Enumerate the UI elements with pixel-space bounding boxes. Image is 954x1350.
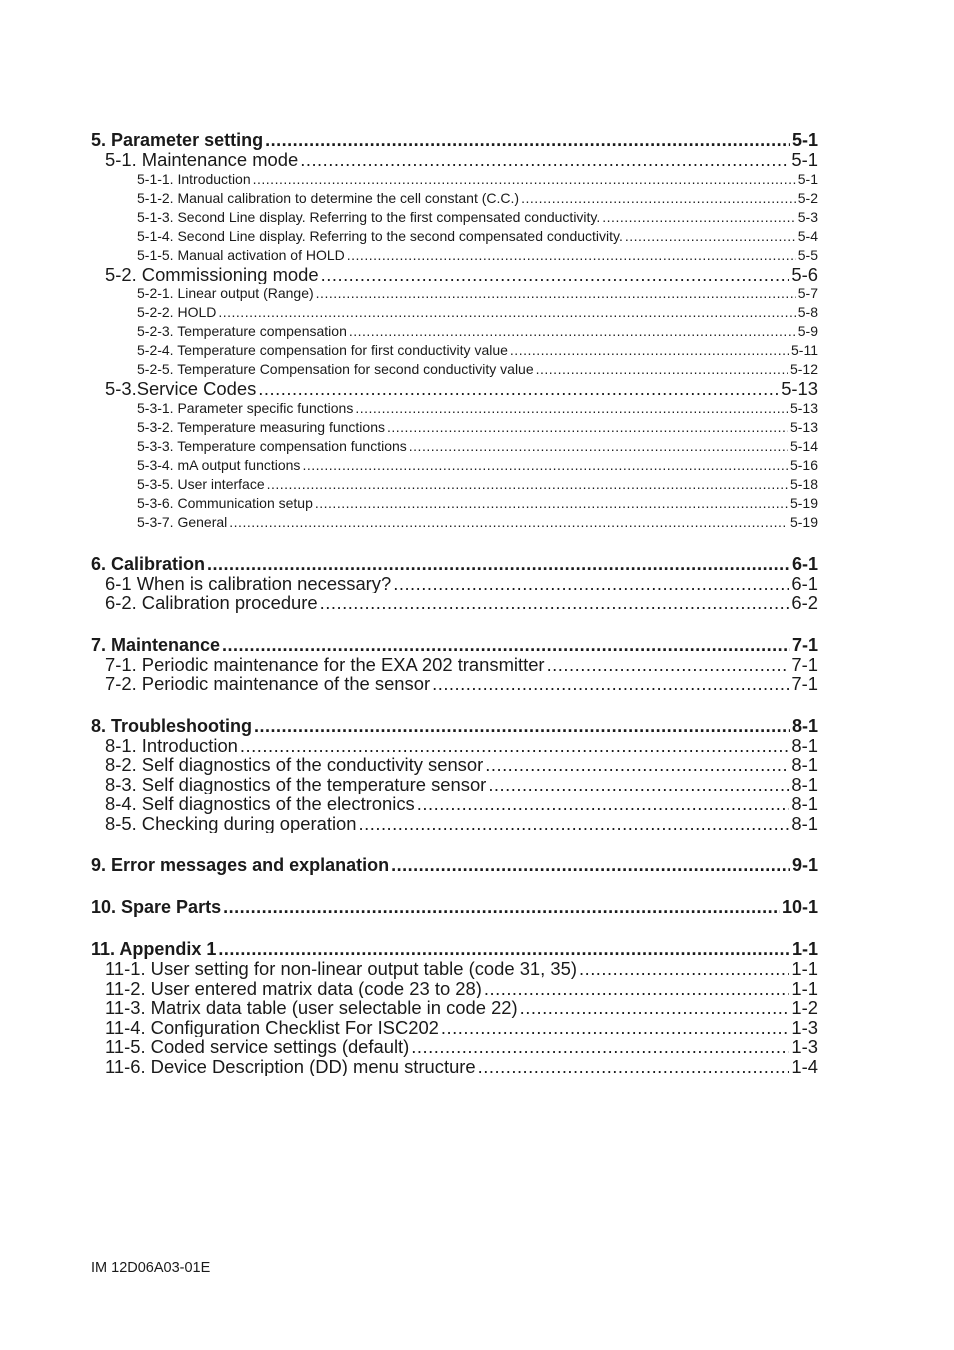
toc-entry-page: 5-13	[781, 379, 818, 399]
toc-entry-page: 5-14	[789, 437, 818, 454]
toc-dot-leader	[393, 574, 789, 594]
toc-entry-title: 8-2. Self diagnostics of the conductivity sensor	[105, 755, 484, 775]
toc-section-entry	[91, 1057, 818, 1077]
toc-entry-page: 8-1	[791, 715, 818, 736]
toc-subsection-entry	[91, 437, 818, 456]
toc-entry-page: 5-13	[789, 418, 818, 435]
toc-chapter-entry	[91, 554, 818, 574]
toc-entry-title: 5-2-5. Temperature Compensation for second conductivity value	[137, 361, 534, 377]
toc-entry-title: 5-2-3. Temperature compensation	[137, 323, 347, 339]
toc-entry-title: 5-3-6. Communication setup	[137, 494, 313, 511]
toc-entry-title: 11-4. Configuration Checklist For ISC202	[105, 1017, 439, 1037]
toc-entry-title: 5-2. Commissioning mode	[105, 264, 319, 284]
toc-entry-title: 5-2-4. Temperature compensation for first conductivity value	[137, 342, 508, 358]
toc-entry-page: 5-12	[789, 361, 818, 377]
toc-entry-title: 11-6. Device Description (DD) menu structure	[105, 1056, 476, 1076]
toc-subsection-entry	[91, 399, 818, 418]
toc-entry-title: 5-1-5. Manual activation of HOLD	[137, 246, 345, 263]
toc-section-entry	[91, 1018, 818, 1038]
toc-dot-leader	[254, 716, 790, 736]
toc-entry-page: 1-1	[791, 959, 818, 979]
toc-entry-title: 5-2-2. HOLD	[137, 304, 217, 320]
toc-section-entry	[91, 150, 818, 170]
toc-entry-page: 5-11	[791, 342, 818, 358]
toc-entry-page: 5-6	[791, 264, 818, 284]
toc-dot-leader	[488, 775, 789, 795]
toc-entry-title: 5. Parameter setting	[91, 130, 264, 150]
toc-entry-page: 5-19	[789, 494, 818, 511]
toc-entry-page: 1-3	[791, 1017, 818, 1037]
toc-subsection-entry	[91, 494, 818, 513]
toc-dot-leader	[300, 150, 789, 170]
toc-section-entry	[91, 265, 818, 285]
toc-section-entry	[91, 674, 818, 694]
toc-entry-title: 6-2. Calibration procedure	[105, 593, 318, 613]
toc-dot-leader	[547, 655, 790, 675]
toc-entry-title: 5-1-3. Second Line display. Referring to the first compensated conductivity.	[137, 208, 601, 225]
toc-dot-leader	[484, 979, 790, 999]
toc-chapter-entry	[91, 716, 818, 736]
toc-entry-title: 8-3. Self diagnostics of the temperature sensor	[105, 774, 487, 794]
toc-dot-leader	[222, 635, 790, 655]
toc-entry-page: 1-1	[791, 939, 818, 959]
toc-entry-page: 5-16	[789, 456, 818, 473]
toc-dot-leader	[223, 897, 780, 917]
toc-section-entry	[91, 979, 818, 999]
toc-entry-page: 5-1	[791, 130, 818, 150]
toc-subsection-entry	[91, 322, 818, 341]
toc-entry-title: 5-3.Service Codes	[105, 379, 257, 399]
toc-entry-title: 6-1 When is calibration necessary?	[105, 573, 392, 593]
toc-dot-leader	[253, 170, 796, 189]
toc-chapter-entry	[91, 897, 818, 917]
toc-entry-title: 8. Troubleshooting	[91, 715, 252, 736]
toc-chapter-entry	[91, 130, 818, 150]
toc-dot-leader	[359, 814, 790, 834]
toc-section-entry	[91, 959, 818, 979]
toc-dot-leader	[521, 189, 796, 208]
toc-entry-title: 8-4. Self diagnostics of the electronics	[105, 794, 415, 814]
toc-dot-leader	[432, 674, 789, 694]
toc-entry-title: 5-3-5. User interface	[137, 475, 265, 492]
toc-entry-title: 5-3-2. Temperature measuring functions	[137, 418, 385, 435]
toc-entry-page: 8-1	[791, 774, 818, 794]
toc-section-entry	[91, 655, 818, 675]
toc-entry-page: 5-1	[791, 150, 818, 170]
toc-dot-leader	[218, 303, 795, 322]
toc-entry-page: 5-13	[789, 399, 818, 416]
toc-subsection-entry	[91, 456, 818, 475]
toc-section-entry	[91, 593, 818, 613]
toc-dot-leader	[207, 554, 790, 574]
toc-entry-title: 8-5. Checking during operation	[105, 813, 357, 833]
toc-entry-page: 1-2	[791, 998, 818, 1018]
toc-dot-leader	[315, 494, 788, 513]
toc-entry-page: 8-1	[791, 794, 818, 814]
toc-dot-leader	[510, 341, 789, 360]
toc-entry-page: 5-1	[797, 170, 818, 187]
toc-subsection-entry	[91, 341, 818, 360]
toc-entry-page: 6-1	[791, 573, 818, 593]
toc-entry-page: 7-1	[791, 634, 818, 655]
toc-dot-leader	[320, 593, 790, 613]
toc-section-entry	[91, 998, 818, 1018]
toc-subsection-entry	[91, 303, 818, 322]
toc-entry-title: 6. Calibration	[91, 553, 206, 574]
toc-dot-leader	[579, 959, 789, 979]
toc-chapter-entry	[91, 855, 818, 875]
toc-entry-page: 5-7	[797, 285, 818, 301]
toc-entry-title: 11. Appendix 1	[91, 939, 217, 959]
toc-entry-title: 5-3-7. General	[137, 513, 228, 530]
toc-subsection-entry	[91, 227, 818, 246]
toc-entry-page: 5-4	[797, 227, 818, 244]
toc-dot-leader	[240, 736, 790, 756]
toc-entry-page: 5-18	[789, 475, 818, 492]
toc-section-entry	[91, 755, 818, 775]
toc-entry-title: 11-1. User setting for non-linear output table (code 31, 35)	[105, 959, 577, 979]
toc-entry-title: 5-2-1. Linear output (Range)	[137, 285, 314, 301]
toc-chapter-entry	[91, 939, 818, 959]
toc-dot-leader	[316, 284, 796, 303]
toc-entry-title: 5-1. Maintenance mode	[105, 150, 299, 170]
toc-entry-title: 5-1-4. Second Line display. Referring to the second compensated conductivity.	[137, 227, 623, 244]
toc-entry-page: 5-9	[797, 323, 818, 339]
toc-subsection-entry	[91, 208, 818, 227]
toc-entry-page: 1-3	[791, 1037, 818, 1057]
toc-dot-leader	[258, 379, 779, 399]
toc-dot-leader	[478, 1057, 790, 1077]
toc-entry-page: 1-4	[791, 1056, 818, 1076]
toc-subsection-entry	[91, 189, 818, 208]
toc-entry-page: 7-1	[791, 674, 818, 694]
toc-entry-page: 10-1	[781, 897, 818, 917]
toc-section-entry	[91, 775, 818, 795]
toc-entry-page: 5-2	[797, 189, 818, 206]
toc-dot-leader	[625, 227, 796, 246]
toc-dot-leader	[355, 399, 788, 418]
toc-section-entry	[91, 814, 818, 834]
toc-entry-page: 8-1	[791, 813, 818, 833]
toc-section-entry	[91, 574, 818, 594]
toc-dot-leader	[391, 855, 790, 875]
toc-subsection-entry	[91, 360, 818, 379]
toc-dot-leader	[520, 998, 790, 1018]
toc-dot-leader	[387, 418, 788, 437]
toc-entry-title: 7-1. Periodic maintenance for the EXA 202 transmitter	[105, 654, 545, 674]
toc-entry-title: 5-3-3. Temperature compensation functions	[137, 437, 407, 454]
toc-dot-leader	[409, 437, 788, 456]
toc-entry-page: 6-1	[791, 553, 818, 574]
toc-entry-page: 5-3	[797, 208, 818, 225]
toc-dot-leader	[417, 794, 790, 814]
toc-section-entry	[91, 1037, 818, 1057]
toc-entry-page: 8-1	[791, 755, 818, 775]
table-of-contents	[91, 130, 818, 1076]
toc-entry-title: 5-1-1. Introduction	[137, 170, 251, 187]
toc-dot-leader	[267, 475, 788, 494]
toc-entry-title: 11-5. Coded service settings (default)	[105, 1037, 410, 1057]
toc-entry-title: 10. Spare Parts	[91, 897, 222, 917]
toc-dot-leader	[229, 513, 788, 532]
toc-section-entry	[91, 379, 818, 399]
toc-entry-page: 9-1	[791, 855, 818, 875]
toc-entry-title: 8-1. Introduction	[105, 735, 238, 755]
toc-section-entry	[91, 736, 818, 756]
toc-entry-title: 9. Error messages and explanation	[91, 855, 390, 875]
toc-dot-leader	[347, 246, 796, 265]
toc-section-entry	[91, 794, 818, 814]
toc-dot-leader	[411, 1037, 789, 1057]
toc-entry-title: 5-3-4. mA output functions	[137, 456, 301, 473]
toc-entry-page: 8-1	[791, 735, 818, 755]
toc-entry-title: 7-2. Periodic maintenance of the sensor	[105, 674, 431, 694]
toc-entry-title: 11-3. Matrix data table (user selectable in code 22)	[105, 998, 518, 1018]
toc-entry-title: 5-1-2. Manual calibration to determine the cell constant (C.C.)	[137, 189, 520, 206]
toc-dot-leader	[602, 208, 795, 227]
toc-entry-title: 5-3-1. Parameter specific functions	[137, 399, 354, 416]
toc-entry-page: 5-19	[789, 513, 818, 530]
toc-dot-leader	[441, 1018, 789, 1038]
toc-dot-leader	[218, 939, 790, 959]
toc-entry-page: 5-8	[797, 304, 818, 320]
toc-subsection-entry	[91, 475, 818, 494]
toc-entry-title: 7. Maintenance	[91, 634, 221, 655]
toc-dot-leader	[536, 360, 788, 379]
toc-chapter-entry	[91, 635, 818, 655]
toc-subsection-entry	[91, 418, 818, 437]
toc-dot-leader	[302, 456, 788, 475]
toc-subsection-entry	[91, 246, 818, 265]
toc-entry-page: 6-2	[791, 593, 818, 613]
document-id: IM 12D06A03-01E	[91, 1260, 211, 1276]
toc-entry-page: 5-5	[797, 246, 818, 263]
toc-subsection-entry	[91, 284, 818, 303]
toc-entry-page: 1-1	[791, 978, 818, 998]
toc-dot-leader	[485, 755, 789, 775]
toc-dot-leader	[265, 130, 790, 150]
toc-entry-page: 7-1	[791, 654, 818, 674]
toc-subsection-entry	[91, 170, 818, 189]
toc-subsection-entry	[91, 513, 818, 532]
toc-entry-title: 11-2. User entered matrix data (code 23 to 28)	[105, 978, 482, 998]
toc-dot-leader	[349, 322, 796, 341]
toc-dot-leader	[321, 265, 790, 285]
